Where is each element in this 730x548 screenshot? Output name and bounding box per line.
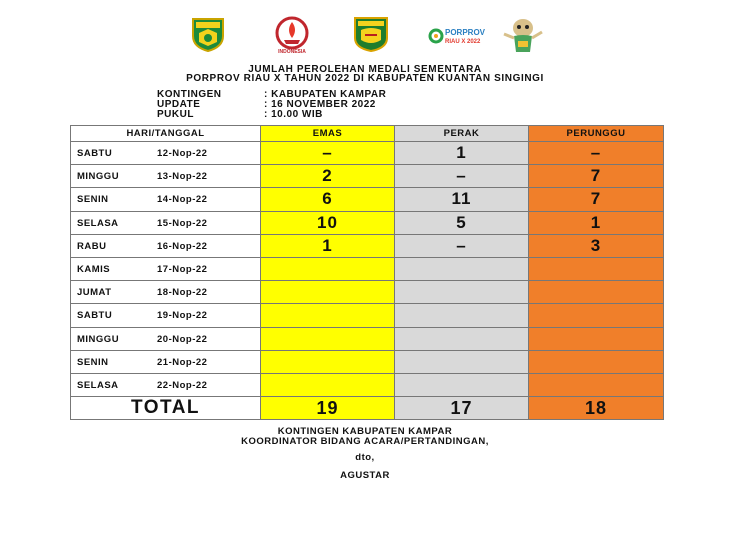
perak-cell: 11 bbox=[395, 188, 529, 211]
day-cell bbox=[71, 142, 261, 165]
emas-cell bbox=[261, 327, 395, 350]
table-row bbox=[71, 142, 664, 165]
table-row bbox=[71, 327, 664, 350]
perunggu-cell: 7 bbox=[529, 188, 664, 211]
table-row bbox=[71, 373, 664, 396]
emas-cell: – bbox=[261, 142, 395, 165]
footer-line-1: KONTINGEN KABUPATEN KAMPAR bbox=[277, 426, 453, 437]
perunggu-cell bbox=[529, 373, 664, 396]
total-emas: 19 bbox=[261, 397, 395, 420]
day-cell bbox=[71, 327, 261, 350]
header-day: HARI/TANGGAL bbox=[71, 126, 261, 142]
day-name: MINGGU bbox=[77, 333, 120, 345]
table-row bbox=[71, 234, 664, 257]
emas-cell: 10 bbox=[261, 211, 395, 234]
table-row bbox=[71, 257, 664, 280]
day-date: 21-Nop-22 bbox=[157, 356, 208, 368]
day-date: 18-Nop-22 bbox=[157, 287, 208, 299]
emas-cell bbox=[261, 281, 395, 304]
emas-cell bbox=[261, 257, 395, 280]
table-row bbox=[71, 188, 664, 211]
mascot-icon bbox=[500, 16, 546, 56]
title-line-1: JUMLAH PEROLEHAN MEDALI SEMENTARA bbox=[248, 64, 482, 75]
day-name: MINGGU bbox=[77, 171, 120, 183]
day-date: 16-Nop-22 bbox=[157, 240, 208, 252]
perunggu-cell bbox=[529, 281, 664, 304]
day-cell bbox=[71, 234, 261, 257]
kuansing-emblem-icon bbox=[353, 16, 389, 52]
day-name: KAMIS bbox=[77, 263, 111, 275]
table-row bbox=[71, 281, 664, 304]
emas-cell bbox=[261, 304, 395, 327]
day-date: 22-Nop-22 bbox=[157, 379, 208, 391]
day-name: SABTU bbox=[77, 310, 113, 322]
table-row bbox=[71, 165, 664, 188]
day-cell bbox=[71, 165, 261, 188]
perak-cell: 1 bbox=[395, 142, 529, 165]
footer-dto: dto, bbox=[355, 452, 375, 463]
day-name: SELASA bbox=[77, 217, 119, 229]
perunggu-cell bbox=[529, 327, 664, 350]
day-name: JUMAT bbox=[77, 287, 112, 299]
day-name: SENIN bbox=[77, 194, 109, 206]
koni-text: INDONESIA bbox=[278, 49, 306, 54]
koni-emblem-icon bbox=[270, 16, 314, 54]
day-date: 17-Nop-22 bbox=[157, 263, 208, 275]
day-date: 12-Nop-22 bbox=[157, 148, 208, 159]
emas-cell: 6 bbox=[261, 188, 395, 211]
header-emas: EMAS bbox=[261, 126, 395, 142]
info-key: PUKUL bbox=[157, 109, 194, 120]
perunggu-cell bbox=[529, 304, 664, 327]
table-row bbox=[71, 304, 664, 327]
info-value: : 16 NOVEMBER 2022 bbox=[264, 99, 376, 110]
table-header-row bbox=[71, 126, 664, 142]
porprov-logo-icon bbox=[428, 16, 488, 52]
day-cell bbox=[71, 188, 261, 211]
perunggu-cell: 3 bbox=[529, 234, 664, 257]
medal-table bbox=[70, 125, 664, 420]
perak-cell: – bbox=[395, 165, 529, 188]
emas-cell bbox=[261, 350, 395, 373]
total-perunggu: 18 bbox=[529, 397, 664, 420]
day-date: 15-Nop-22 bbox=[157, 217, 208, 229]
day-date: 13-Nop-22 bbox=[157, 171, 208, 183]
footer-line-2: KOORDINATOR BIDANG ACARA/PERTANDINGAN, bbox=[241, 436, 489, 447]
info-value: : KABUPATEN KAMPAR bbox=[264, 89, 387, 100]
perak-cell bbox=[395, 350, 529, 373]
total-row bbox=[71, 397, 664, 420]
info-row-pukul bbox=[157, 109, 323, 120]
footer-name: AGUSTAR bbox=[340, 470, 390, 481]
perak-cell bbox=[395, 373, 529, 396]
day-cell bbox=[71, 304, 261, 327]
table-row bbox=[71, 211, 664, 234]
table-row bbox=[71, 350, 664, 373]
info-key: UPDATE bbox=[157, 99, 201, 110]
day-cell bbox=[71, 211, 261, 234]
day-name: SABTU bbox=[77, 148, 113, 159]
title-line-2: PORPROV RIAU X TAHUN 2022 DI KABUPATEN KUANTAN SINGINGI bbox=[186, 73, 544, 84]
total-perak: 17 bbox=[395, 397, 529, 420]
perunggu-cell: 7 bbox=[529, 165, 664, 188]
header-perak: PERAK bbox=[395, 126, 529, 142]
perak-cell: 5 bbox=[395, 211, 529, 234]
day-cell bbox=[71, 257, 261, 280]
perak-cell: – bbox=[395, 234, 529, 257]
porprov-text: PORPROV bbox=[445, 28, 486, 37]
perak-cell bbox=[395, 281, 529, 304]
riau-emblem-icon bbox=[190, 16, 226, 52]
perak-cell bbox=[395, 257, 529, 280]
perak-cell bbox=[395, 304, 529, 327]
day-date: 20-Nop-22 bbox=[157, 333, 208, 345]
porprov-subtext: RIAU X 2022 bbox=[445, 39, 481, 45]
perak-cell bbox=[395, 327, 529, 350]
day-date: 14-Nop-22 bbox=[157, 194, 208, 206]
day-cell bbox=[71, 350, 261, 373]
perunggu-cell: 1 bbox=[529, 211, 664, 234]
emas-cell: 1 bbox=[261, 234, 395, 257]
perunggu-cell: – bbox=[529, 142, 664, 165]
total-label: TOTAL bbox=[71, 397, 261, 420]
day-name: SELASA bbox=[77, 379, 119, 391]
header-perunggu: PERUNGGU bbox=[529, 126, 664, 142]
emas-cell: 2 bbox=[261, 165, 395, 188]
day-name: SENIN bbox=[77, 356, 109, 368]
day-date: 19-Nop-22 bbox=[157, 310, 208, 322]
logo-bar bbox=[0, 16, 730, 56]
day-cell bbox=[71, 373, 261, 396]
perunggu-cell bbox=[529, 350, 664, 373]
emas-cell bbox=[261, 373, 395, 396]
info-key: KONTINGEN bbox=[157, 89, 222, 100]
day-cell bbox=[71, 281, 261, 304]
perunggu-cell bbox=[529, 257, 664, 280]
info-value: : 10.00 WIB bbox=[264, 109, 323, 120]
day-name: RABU bbox=[77, 240, 107, 252]
